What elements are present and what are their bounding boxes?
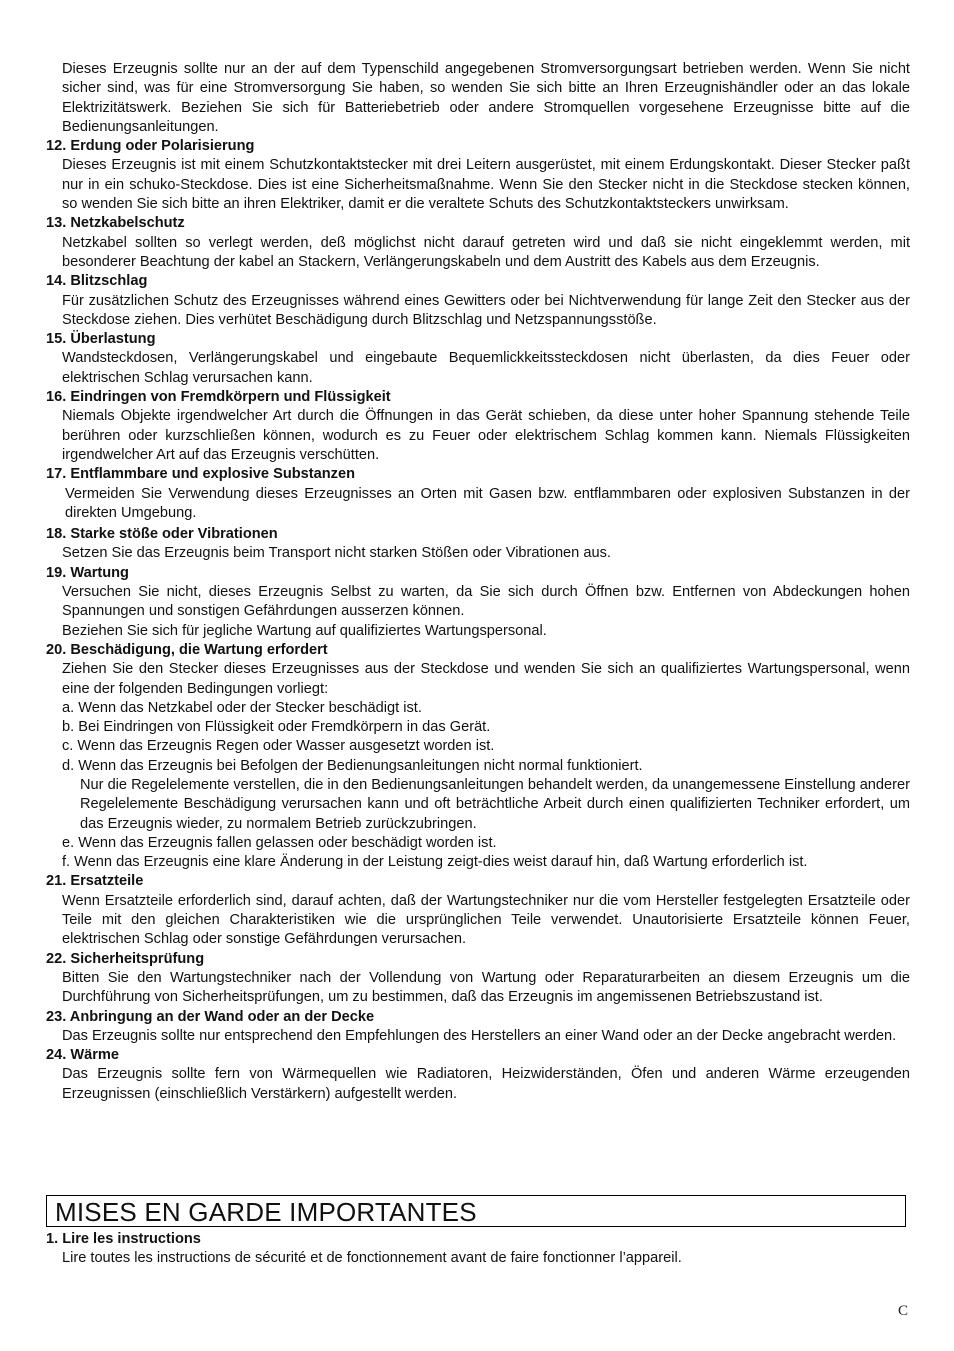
list-item: f. Wenn das Erzeugnis eine klare Änderung in der Leistung zeigt-dies weist darauf hin, daß Wartung erforderlich ist. [62, 854, 808, 871]
section-heading: 24. Wärme [46, 1047, 120, 1064]
section-heading: 19. Wartung [46, 564, 129, 581]
section-body: Dieses Erzeugnis ist mit einem Schutzkontaktstecker mit drei Leitern ausgerüstet, mit einem Erdungskontakt. Dieser Stecker paßt nur in ein schuko-Steckdose. Dies ist eine Sicherheitsmaßnahme. Wenn Sie den Stecker nicht in die Steckdose stecken können, so wenden Sie sich bitte an ihren Elektriker, damit er die veraltete Schuts des Schutzkontaktsteckers unwirksam. [62, 157, 910, 213]
section-body: Versuchen Sie nicht, dieses Erzeugnis Selbst zu warten, da Sie sich durch Öffnen bzw. Entfernen von Abdeckungen hohen Spannungen und sonstigen Gefährdungen ausserzen können. [62, 584, 910, 620]
section-13 [46, 214, 910, 272]
text-column [46, 60, 910, 1104]
section-heading: 21. Ersatzteile [46, 873, 144, 890]
section-14 [46, 272, 910, 330]
french-section [46, 1230, 910, 1269]
section-23 [46, 1008, 910, 1047]
section-heading: 17. Entflammbare und explosive Substanzen [46, 466, 355, 483]
section-body: Setzen Sie das Erzeugnis beim Transport nicht starken Stößen oder Vibrationen aus. [62, 545, 611, 562]
section-12 [46, 137, 910, 214]
section-banner [46, 1195, 906, 1227]
list-item: c. Wenn das Erzeugnis Regen oder Wasser ausgesetzt worden ist. [62, 738, 495, 755]
section-body: Bitten Sie den Wartungstechniker nach der Vollendung von Wartung oder Reparaturarbeiten an diesem Erzeugnis um die Durchführung von Sicherheitsprüfungen, um zu bestimmen, daß das Erzeugnis im angemissenen Betriebszustand ist. [62, 969, 910, 1006]
list-item: e. Wenn das Erzeugnis fallen gelassen oder beschädigt worden ist. [62, 834, 497, 851]
list-item: b. Bei Eindringen von Flüssigkeit oder Fremdkörpern in das Gerät. [62, 719, 491, 736]
section-body: Ziehen Sie den Stecker dieses Erzeugnisses aus der Steckdose und wenden Sie sich an qualifiziertes Wartungspersonal, wenn eine der folgenden Bedingungen vorliegt: [62, 661, 910, 697]
section-24 [46, 1046, 910, 1104]
section-22 [46, 950, 910, 1008]
section-20 [46, 641, 910, 873]
section-body: Für zusätzlichen Schutz des Erzeugnisses während eines Gewitters oder bei Nichtverwendung für lange Zeit den Stecker aus der Steckdose ziehen. Dies verhütet Beschädigung durch Blitzschlag und Netzspannungsstöße. [62, 292, 910, 328]
section-body: Vermeiden Sie Verwendung dieses Erzeugnisses an Orten mit Gasen bzw. entflammbaren oder explosiven Substanzen in der direkten Umgebung. [65, 485, 910, 521]
section-body: Das Erzeugnis sollte fern von Wärmequellen wie Radiatoren, Heizwiderständen, Öfen und anderen Wärme erzeugenden Erzeugnissen (einschließlich Verstärkern) aufgestellt werden. [62, 1066, 910, 1102]
section-body: Lire toutes les instructions de sécurité et de fonctionnement avant de faire fonctionner l’appareil. [62, 1250, 682, 1267]
section-body: Das Erzeugnis sollte nur entsprechend den Empfehlungen des Herstellers an einer Wand oder an der Decke angebracht werden. [62, 1027, 897, 1044]
section-heading: 14. Blitzschlag [46, 273, 148, 290]
page-label: C [897, 1303, 908, 1319]
section-body: Wenn Ersatzteile erforderlich sind, darauf achten, daß der Wartungstechniker nur die vom Hersteller festgelegten Ersatzteile oder Teile mit den gleichen Charakteristiken wie die ursprünglichen Teile verwendet. Unautorisierte Ersatzteile können Feuer, elektrischen Schlag oder sonstige Gefährdungen verursachen. [62, 892, 910, 948]
section-18 [46, 525, 910, 564]
section-heading: 16. Eindringen von Fremdkörpern und Flüssigkeit [46, 389, 391, 406]
intro-paragraph: Dieses Erzeugnis sollte nur an der auf dem Typenschild angegebenen Stromversorgungsart betrieben werden. Wenn Sie nicht sicher sind, was für eine Stromversorgung Sie haben, so wenden Sie sich bitte an Ihren Erzeugnishändler oder an das lokale Elektrizitätswerk. Beziehen Sie sich für Batteriebetrieb oder andere Stromquellen vorgesehene Erzeugnisse bitte auf die Bedienungsanleitungen. [62, 61, 910, 135]
section-heading: 22. Sicherheitsprüfung [46, 950, 205, 967]
section-19 [46, 564, 910, 641]
section-body: Netzkabel sollten so verlegt werden, deß möglichst nicht darauf getreten wird und daß sie nicht eingeklemmt werden, mit besonderer Beachtung der kabel an Stackern, Verlängerungskabeln und dem Austritt des Kabels aus dem Erzeugnis. [62, 234, 910, 270]
section-heading: 18. Starke stöße oder Vibrationen [46, 526, 278, 543]
section-heading: 15. Überlastung [46, 331, 156, 348]
section-body: Niemals Objekte irgendwelcher Art durch die Öffnungen in das Gerät schieben, da diese unter hoher Spannung stehende Teile berühren oder kurzschließen können, wodurch es zu Feuer oder elektrischem Schlag kommen kann. Niemals Flüssigkeiten irgendwelcher Art auf das Erzeugnis verschütten. [62, 408, 910, 463]
section-17 [46, 465, 910, 523]
list-item: a. Wenn das Netzkabel oder der Stecker beschädigt ist. [62, 699, 422, 716]
list-item-continuation: Nur die Regelelemente verstellen, die in den Bedienungsanleitungen behandelt werden, da unangemessene Einstellung anderer Regelelemente Beschädigung verursachen kann und oft beträchtliche Arbeit durch einen qualifizierten Techniker erfordert, um das Erzeugnis wieder, zu normalem Betrieb zurückzubringen. [80, 776, 910, 832]
section-body-extra: Beziehen Sie sich für jegliche Wartung auf qualifiziertes Wartungspersonal. [62, 622, 547, 639]
list-item: d. Wenn das Erzeugnis bei Befolgen der Bedienungsanleitungen nicht normal funktioniert. [62, 757, 643, 774]
section-heading: 23. Anbringung an der Wand oder an der Decke [46, 1008, 375, 1025]
section-body: Wandsteckdosen, Verlängerungskabel und eingebaute Bequemlickkeitssteckdosen nicht überlasten, da dies Feuer oder elektrischen Schlag verursachen kann. [62, 350, 910, 386]
section-15 [46, 330, 910, 388]
section-heading: 12. Erdung oder Polarisierung [46, 138, 255, 155]
section-heading: 20. Beschädigung, die Wartung erfordert [46, 641, 328, 658]
section-heading: 1. Lire les instructions [46, 1231, 201, 1247]
section-heading: 13. Netzkabelschutz [46, 215, 185, 232]
banner-title: MISES EN GARDE IMPORTANTES [55, 1197, 477, 1227]
section-16 [46, 388, 910, 465]
section-21 [46, 872, 910, 949]
